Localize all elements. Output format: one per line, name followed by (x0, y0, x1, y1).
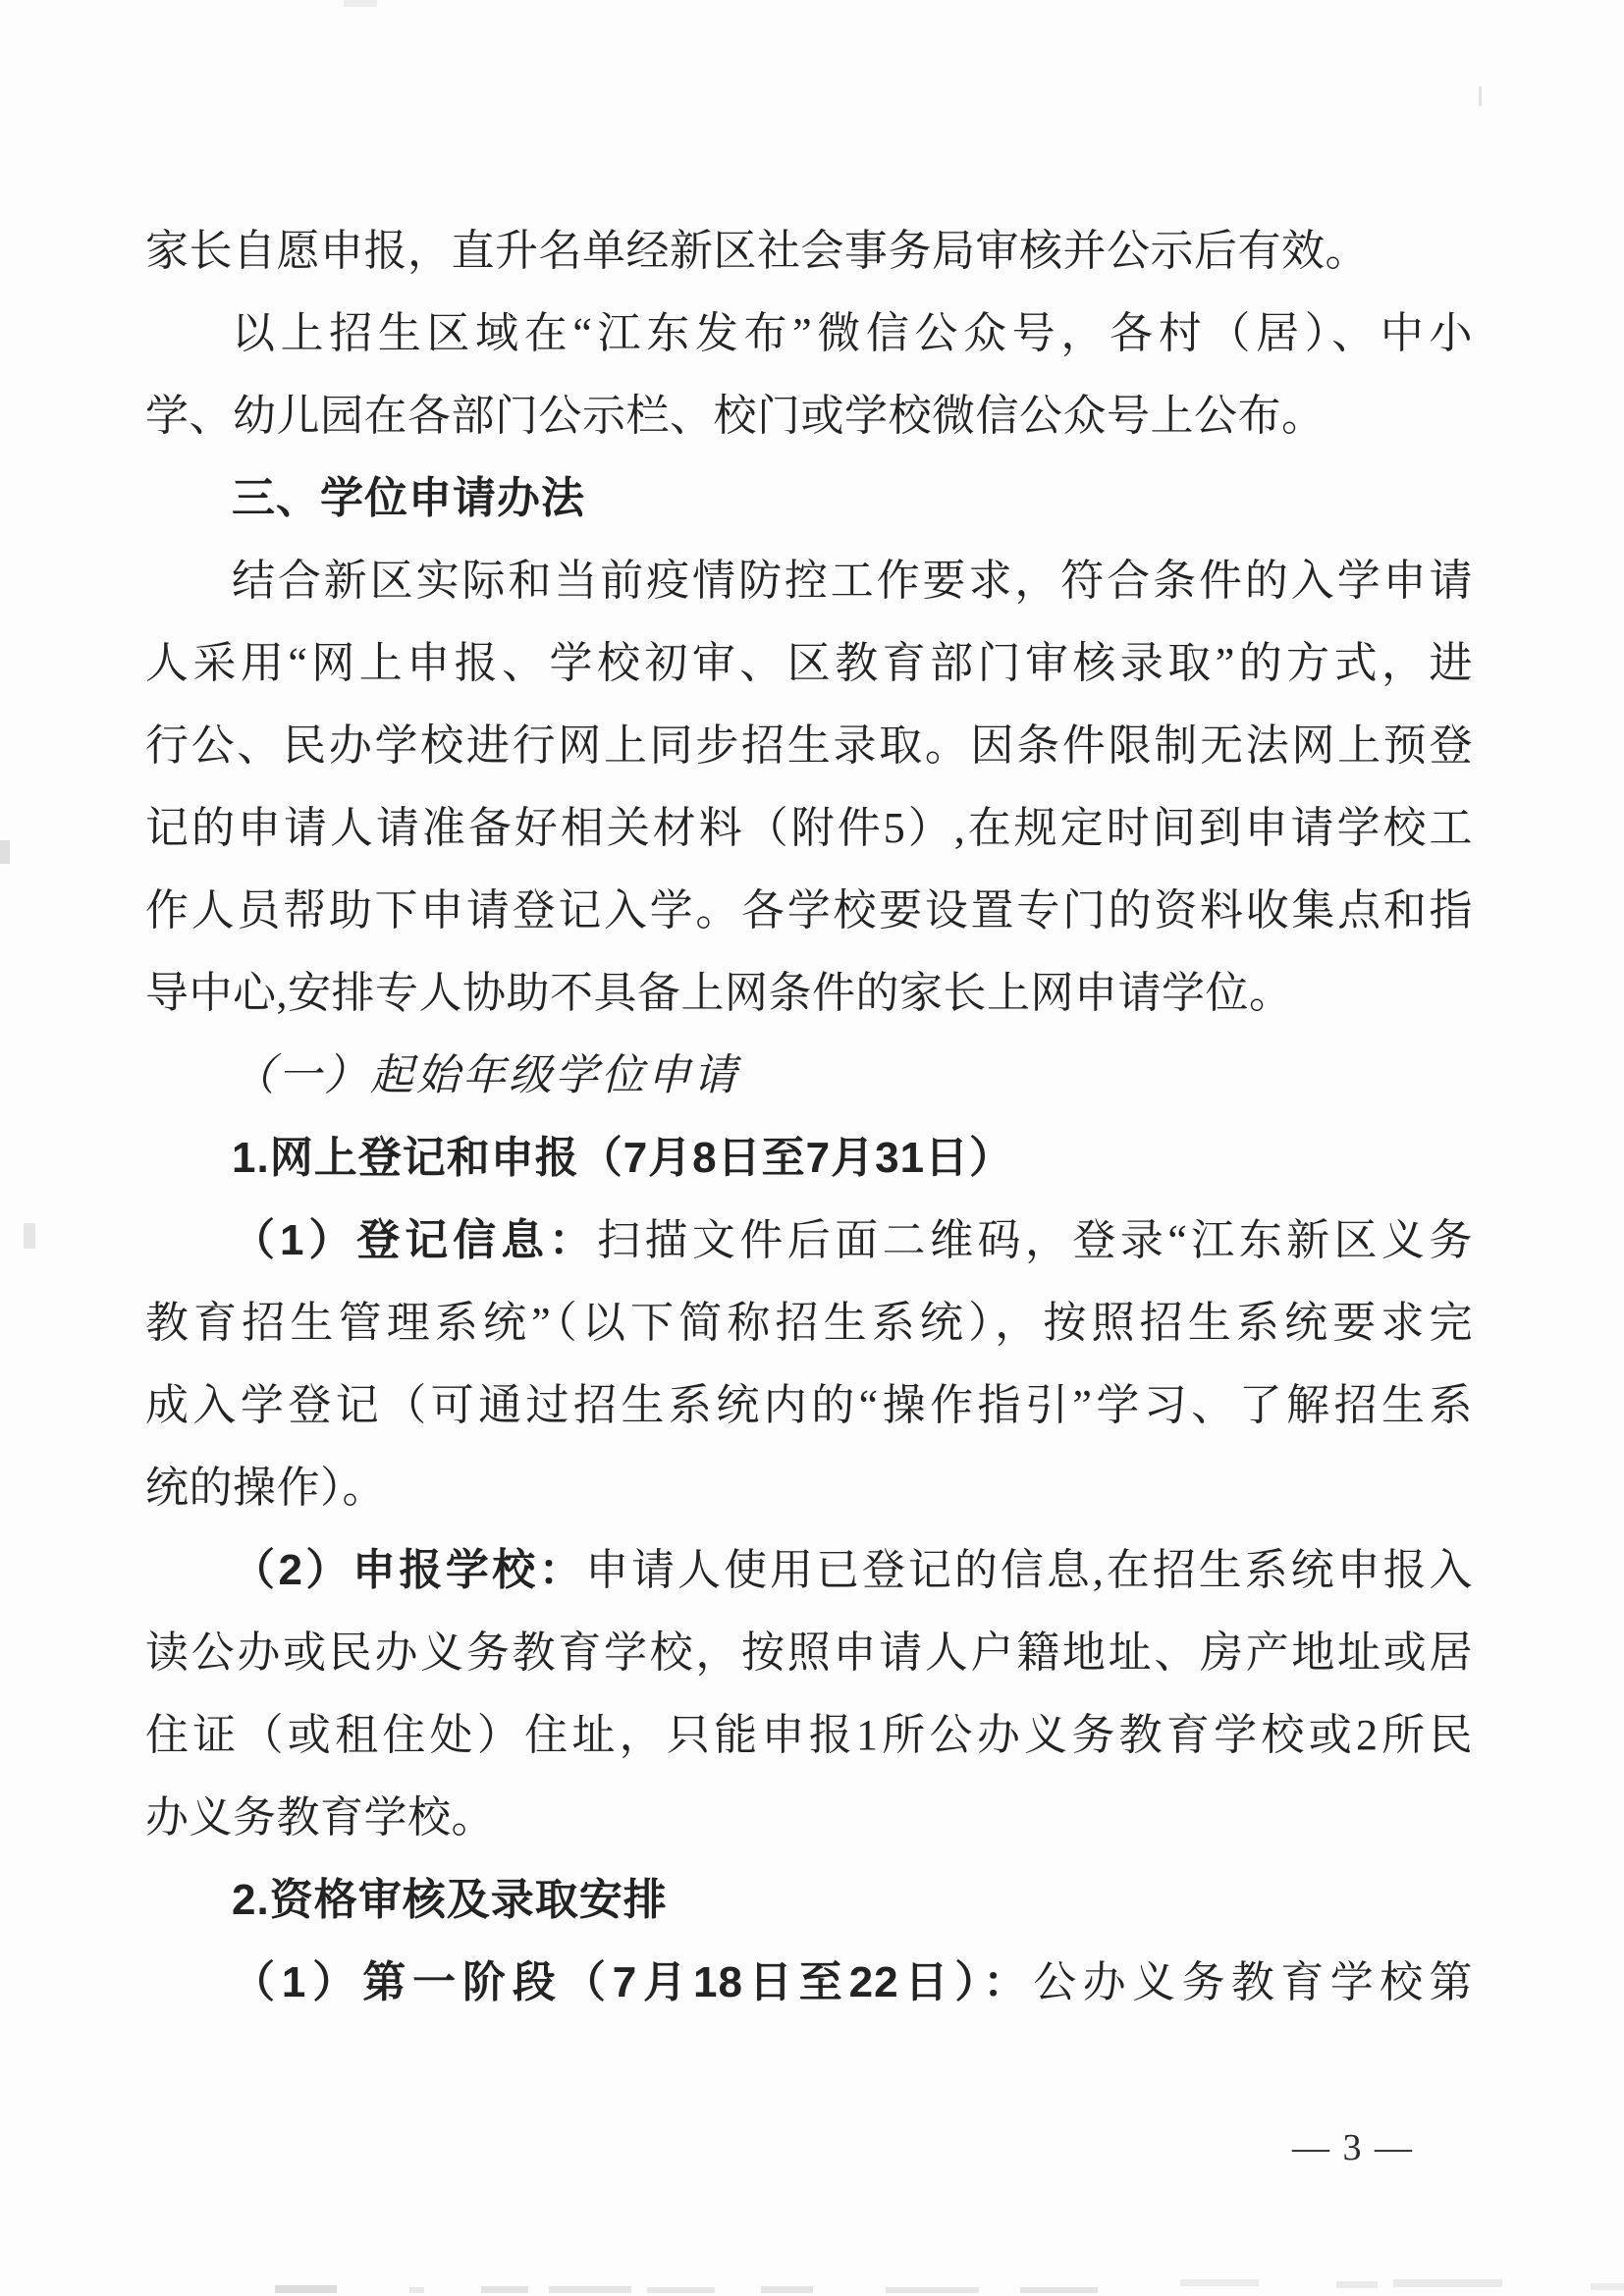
paragraph-line (145, 1942, 1473, 2024)
paragraph-line: 以上招生区域在“江东发布”微信公众号，各村（居）、中小 (232, 309, 1473, 357)
item-heading: 1.网上登记和申报（7月8日至7月31日） (232, 1134, 1014, 1182)
scan-artifact (761, 2286, 813, 2293)
paragraph-line: 行公、民办学校进行网上同步招生录取。因条件限制无法网上预登 (145, 721, 1473, 770)
run-text: 公办义务教育学校第 (1033, 1958, 1474, 2006)
paragraph-line: 记的申请人请准备好相关材料（附件5）,在规定时间到申请学校工 (145, 804, 1473, 852)
scan-artifact (1393, 2279, 1502, 2287)
subsection-heading: （一）起始年级学位申请 (232, 1051, 739, 1099)
paragraph-line: 办义务教育学校。 (145, 1793, 495, 1842)
scan-artifact (1180, 2279, 1259, 2286)
scan-artifact (0, 840, 10, 864)
run-label: （2）申报学校： (232, 1546, 586, 1594)
paragraph-line: 作人员帮助下申请登记入学。各学校要设置专门的资料收集点和指 (145, 886, 1473, 934)
paragraph-line: 读公办或民办义务教育学校，按照申请人户籍地址、房产地址或居 (145, 1629, 1473, 1677)
section-heading: 三、学位申请办法 (232, 474, 585, 522)
document-body (145, 210, 1473, 2024)
scan-artifact (549, 2286, 631, 2293)
paragraph-line: 结合新区实际和当前疫情防控工作要求，符合条件的入学申请 (232, 557, 1473, 605)
scan-artifact (647, 2287, 715, 2293)
run-label: （1）第一阶段（7月18日至22日）： (232, 1958, 1034, 2006)
scan-artifact (24, 1223, 35, 1249)
paragraph-line: 住证（或租住处）住址，只能申报1所公办义务教育学校或2所民 (145, 1711, 1473, 1759)
paragraph-line (145, 1200, 1473, 1282)
paragraph-line: 导中心,安排专人协助不具备上网条件的家长上网申请学位。 (145, 969, 1293, 1017)
run-text: 申请人使用已登记的信息,在招生系统申报入 (585, 1546, 1473, 1594)
scan-artifact (344, 0, 377, 7)
scan-artifact (1591, 2283, 1624, 2290)
scan-artifact (409, 2287, 424, 2293)
run-label: （1）登记信息： (232, 1216, 598, 1264)
scan-artifact (1020, 2287, 1098, 2293)
paragraph-line: 统的操作）。 (145, 1464, 386, 1512)
scan-artifact (481, 2286, 528, 2293)
run-text: 扫描文件后面二维码，登录“江东新区义务 (597, 1216, 1473, 1264)
item-heading: 2.资格审核及录取安排 (232, 1876, 668, 1924)
paragraph-line: 成入学登记（可通过招生系统内的“操作指引”学习、了解招生系 (145, 1381, 1473, 1429)
scan-artifact (275, 2285, 337, 2293)
scan-artifact (1479, 86, 1482, 106)
scan-artifact (886, 2287, 979, 2293)
paragraph-line: 学、幼儿园在各部门公示栏、校门或学校微信公众号上公布。 (145, 392, 1326, 440)
paragraph-line: 人采用“网上申报、学校初审、区教育部门审核录取”的方式，进 (145, 639, 1473, 687)
scan-artifact (1336, 2281, 1378, 2288)
paragraph-line: 教育招生管理系统”（以下简称招生系统），按照招生系统要求完 (145, 1299, 1473, 1347)
paragraph-line (145, 1529, 1473, 1612)
page-number: — 3 — (1292, 2127, 1414, 2168)
paragraph-line: 家长自愿申报，直升名单经新区社会事务局审核并公示后有效。 (145, 227, 1369, 275)
